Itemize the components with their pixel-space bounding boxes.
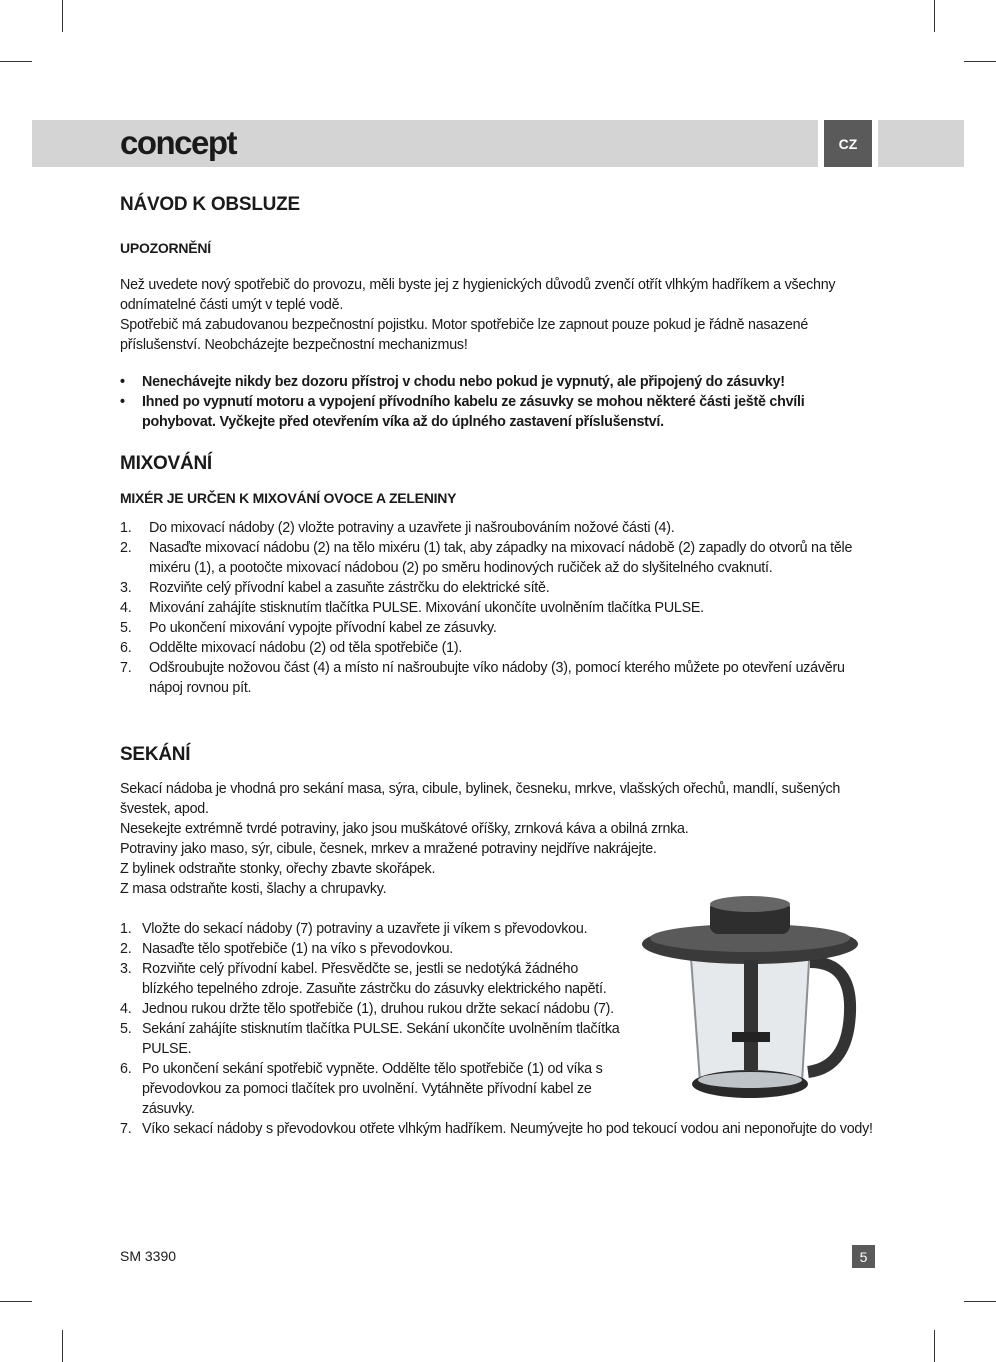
item-text: Nasaďte tělo spotřebiče (1) na víko s převodovkou. xyxy=(142,941,453,957)
bullet-text: Ihned po vypnutí motoru a vypojení přívodního kabelu ze zásuvky se mohou některé části ještě chvíli pohybovat. Vyčkejte před otevřením víka až do úplného zastavení příslušenství. xyxy=(142,394,805,430)
page-title: NÁVOD K OBSLUZE xyxy=(120,194,300,215)
item-number: 1. xyxy=(120,520,132,536)
chopping-paragraphs xyxy=(120,779,870,899)
list-item xyxy=(120,959,630,999)
crop-mark xyxy=(62,1330,63,1362)
item-number: 3. xyxy=(120,961,132,977)
model-number: SM 3390 xyxy=(120,1248,177,1264)
mixing-heading: MIXOVÁNÍ xyxy=(120,453,212,474)
bullet-item: • Nenechávejte nikdy bez dozoru přístroj v chodu nebo pokud je vypnutý, ale připojený do zásuvky! xyxy=(120,374,785,390)
crop-mark xyxy=(964,61,996,62)
list-item xyxy=(120,1119,892,1139)
paragraph: Z bylinek odstraňte stonky, ořechy zbavte skořápek. xyxy=(120,861,436,877)
item-text: Odšroubujte nožovou část (4) a místo ní našroubujte víko nádoby (3), pomocí kterého můžete po otevření uzávěru nápoj rovnou pít. xyxy=(149,660,845,696)
paragraph: Potraviny jako maso, sýr, cibule, česnek, mrkev a mražené potraviny nejdříve nakrájejte. xyxy=(120,841,657,857)
item-text: Víko sekací nádoby s převodovkou otřete vlhkým hadříkem. Neumývejte ho pod tekoucí vodou ani neponořujte do vody! xyxy=(142,1121,873,1137)
language-badge: CZ xyxy=(824,120,872,167)
chopping-heading: SEKÁNÍ xyxy=(120,744,191,765)
paragraph: Spotřebič má zabudovanou bezpečnostní pojistku. Motor spotřebiče lze zapnout pouze pokud je řádně nasazené příslušenství. Neobcházejte bezpečnostní mechanizmus! xyxy=(120,317,809,353)
item-text: Nasaďte mixovací nádobu (2) na tělo mixéru (1) tak, aby západky na mixovací nádobě (2) zapadly do otvorů na těle mixéru (1), a pootočte mixovací nádobou (2) po směru hodinových ručiček až do slyšitelného cvaknutí. xyxy=(149,540,853,576)
crop-mark xyxy=(934,0,935,32)
item-text: Sekání zahájíte stisknutím tlačítka PULSE. Sekání ukončíte uvolněním tlačítka PULSE. xyxy=(142,1021,620,1057)
item-number: 2. xyxy=(120,540,132,556)
warning-heading: UPOZORNĚNÍ xyxy=(120,240,211,256)
bullet-item: • Ihned po vypnutí motoru a vypojení přívodního kabelu ze zásuvky se mohou některé části ještě chvíli pohybovat. Vyčkejte před otevřením víka až do úplného zastavení příslušenství. xyxy=(120,394,805,430)
list-item xyxy=(120,618,870,638)
bullet-text: Nenechávejte nikdy bez dozoru přístroj v chodu nebo pokud je vypnutý, ale připojený do zásuvky! xyxy=(142,374,785,390)
list-item xyxy=(120,598,870,618)
brand-logo: concept xyxy=(120,124,237,161)
chopping-steps xyxy=(120,919,873,1139)
crop-mark xyxy=(0,61,32,62)
list-item xyxy=(120,1019,630,1059)
chopper-product-image xyxy=(640,892,862,1117)
list-item xyxy=(120,1059,630,1119)
item-text: Rozviňte celý přívodní kabel a zasuňte zástrčku do elektrické sítě. xyxy=(149,580,550,596)
item-number: 2. xyxy=(120,941,132,957)
warning-paragraphs xyxy=(120,275,870,355)
mixing-subheading: MIXÉR JE URČEN K MIXOVÁNÍ OVOCE A ZELENINY xyxy=(120,490,457,506)
list-item xyxy=(120,658,870,698)
list-item xyxy=(120,518,870,538)
item-text: Do mixovací nádoby (2) vložte potraviny a uzavřete ji našroubováním nožové části (4). xyxy=(149,520,675,536)
item-text: Po ukončení sekání spotřebič vypněte. Oddělte tělo spotřebiče (1) od víka s převodovkou za pomoci tlačítek pro uvolnění. Vytáhněte přívodní kabel ze zásuvky. xyxy=(142,1061,603,1117)
crop-mark xyxy=(0,1301,32,1302)
item-number: 7. xyxy=(120,1121,132,1137)
list-item xyxy=(120,578,870,598)
item-text: Rozviňte celý přívodní kabel. Přesvědčte se, jestli se nedotýká žádného blízkého tepelného zdroje. Zasuňte zástrčku do zásuvky elektrického napětí. xyxy=(142,961,607,997)
paragraph: Sekací nádoba je vhodná pro sekání masa, sýra, cibule, bylinek, česneku, mrkve, vlašských ořechů, mandlí, sušených švestek, apod. xyxy=(120,781,841,817)
paragraph: Nesekejte extrémně tvrdé potraviny, jako jsou muškátové oříšky, zrnková káva a obilná zrnka. xyxy=(120,821,689,837)
item-text: Oddělte mixovací nádobu (2) od těla spotřebiče (1). xyxy=(149,640,463,656)
paragraph: Než uvedete nový spotřebič do provozu, měli byste jej z hygienických důvodů zvenčí otřít vlhkým hadříkem a všechny odnímatelné části umýt v teplé vodě. xyxy=(120,277,836,313)
item-number: 7. xyxy=(120,660,132,676)
item-text: Mixování zahájíte stisknutím tlačítka PULSE. Mixování ukončíte uvolněním tlačítka PULSE. xyxy=(149,600,704,616)
item-text: Vložte do sekací nádoby (7) potraviny a uzavřete ji víkem s převodovkou. xyxy=(142,921,588,937)
item-text: Po ukončení mixování vypojte přívodní kabel ze zásuvky. xyxy=(149,620,497,636)
paragraph: Z masa odstraňte kosti, šlachy a chrupavky. xyxy=(120,881,387,897)
item-number: 4. xyxy=(120,1001,132,1017)
header-bar-right xyxy=(878,120,964,167)
crop-mark xyxy=(934,1330,935,1362)
list-item xyxy=(120,939,630,959)
item-number: 6. xyxy=(120,640,132,656)
page-number: 5 xyxy=(852,1245,875,1268)
list-item xyxy=(120,538,870,578)
crop-mark xyxy=(964,1301,996,1302)
item-number: 4. xyxy=(120,600,132,616)
item-text: Jednou rukou držte tělo spotřebiče (1), druhou rukou držte sekací nádobu (7). xyxy=(142,1001,614,1017)
list-item xyxy=(120,999,630,1019)
item-number: 5. xyxy=(120,620,132,636)
crop-mark xyxy=(62,0,63,32)
list-item xyxy=(120,638,870,658)
item-number: 3. xyxy=(120,580,132,596)
item-number: 1. xyxy=(120,921,132,937)
list-item xyxy=(120,919,630,939)
item-number: 6. xyxy=(120,1061,132,1077)
warning-bullets xyxy=(120,372,870,432)
mixing-steps xyxy=(120,518,870,698)
item-number: 5. xyxy=(120,1021,132,1037)
